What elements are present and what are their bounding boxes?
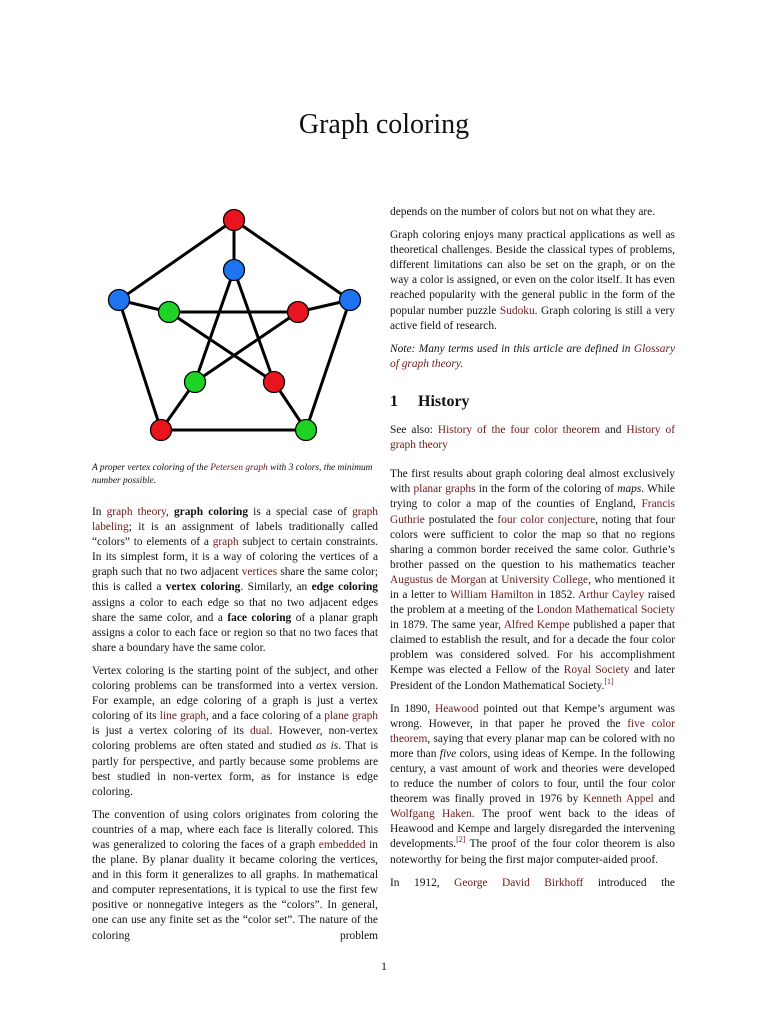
link-history-graph-theory[interactable]: History of graph theory	[390, 424, 675, 452]
link-sudoku[interactable]: Sudoku	[499, 304, 535, 317]
link-university-college[interactable]: University College	[501, 573, 589, 586]
term-graph-coloring: graph coloring	[173, 506, 249, 518]
link-history-four-color[interactable]: History of the four color theorem	[437, 424, 600, 437]
term-vertex-coloring: vertex coloring	[165, 581, 241, 594]
link-wolfgang-haken[interactable]: Wolfgang Haken	[390, 808, 472, 821]
graph-vertex-blue	[224, 260, 245, 281]
graph-edge	[169, 312, 274, 382]
graph-edge	[119, 220, 234, 300]
graph-vertex-green	[296, 420, 317, 441]
link-london-mathematical-society[interactable]: London Mathematical Society	[536, 604, 675, 617]
graph-vertex-green	[159, 302, 180, 323]
reference-2[interactable]: [2]	[456, 835, 466, 845]
link-george-david-birkhoff[interactable]: George David Birkhoff	[454, 876, 584, 889]
page-number: 1	[381, 959, 387, 973]
petersen-graph-link[interactable]: Petersen graph	[210, 463, 268, 473]
figure-caption	[92, 462, 382, 488]
link-planar-graphs[interactable]: planar graphs	[413, 483, 476, 496]
page-title: Graph coloring	[298, 109, 470, 140]
left-column	[92, 505, 378, 952]
graph-vertex-blue	[109, 290, 130, 311]
link-five-color-theorem[interactable]: five color theorem	[390, 717, 675, 745]
link-glossary[interactable]: Glossary of graph theory	[390, 342, 675, 370]
paragraph-continued: depends on the number of colors but not on what they are.	[390, 206, 656, 218]
paragraph-history-heawood: In 1890, Heawood pointed out that Kempe’s argument was wrong. However, in that paper he proved the five color theorem, saying that every planar map can be colored with no more than five colors, using ideas of Kempe. In the following century, a vast amount of work and theories were developed to reduce the number of colors to four, until the four color theorem was finally proved in 1976 by Kenneth Appel and Wolfgang Haken. The proof went back to the ideas of Heawood and Kempe and largely disregarded the intervening developments.[2] The proof of the four color theorem is also noteworthy for being the first major computer-aided proof.	[390, 702, 675, 866]
link-graph[interactable]: graph	[212, 536, 239, 549]
link-vertices[interactable]: vertices	[241, 566, 278, 579]
section-heading-history	[390, 394, 675, 409]
right-column	[390, 205, 675, 899]
link-alfred-kempe[interactable]: Alfred Kempe	[503, 619, 570, 632]
section-number: 1	[390, 392, 398, 410]
link-plane-graph[interactable]: plane graph	[324, 710, 378, 723]
caption-text: A proper vertex coloring of the	[92, 463, 211, 473]
reference-1[interactable]: [1]	[604, 676, 614, 686]
graph-edge	[119, 300, 161, 430]
term-face-coloring: face coloring	[227, 611, 292, 624]
section-title: History	[418, 392, 470, 410]
paragraph-intro: In graph theory, graph coloring is a special case of graph labeling; it is an assignment of labels traditionally called “colors” to elements of a graph subject to certain constraints. In its simplest form, it is a way of coloring the vertices of a graph such that no two adjacent vertices share the same color; this is called a vertex coloring. Similarly, an edge coloring assigns a color to each edge so that no two adjacent edges share the same color, and a face coloring of a planar graph assigns a color to each face or region so that no two faces that share a boundary have the same color.	[92, 506, 379, 654]
petersen-graph-figure	[92, 202, 382, 452]
paragraph-history-first: The first results about graph coloring deal almost exclusively with planar graphs in the form of the coloring of maps. While trying to color a map of the counties of England, Francis Guthrie postulated the four color conjecture, noting that four colors were sufficient to color the map so that no regions sharing a common border received the same color. Guthrie’s brother passed on the question to his mathematics teacher Augustus de Morgan at University College, who mentioned it in a letter to William Hamilton in 1852. Arthur Cayley raised the problem at a meeting of the London Mathematical Society in 1879. The same year, Alfred Kempe published a paper that claimed to establish the result, and for a decade the four color problem was considered solved. For his accomplishment Kempe was elected a Fellow of the Royal Society and later President of the London Mathematical Society.[1]	[390, 468, 676, 692]
paragraph-applications: Graph coloring enjoys many practical applications as well as theoretical challenges. Beside the classical types of problems, different limitations can also be set on the graph, or on the way a color is assigned, or even on the color itself. It has even reached popularity with the general public in the form of the popular number puzzle Sudoku. Graph coloring is still a very active field of research.	[390, 229, 676, 332]
graph-vertex-green	[185, 372, 206, 393]
link-graph-theory[interactable]: graph theory	[106, 506, 167, 518]
graph-edge	[234, 270, 274, 382]
see-also: See also: History of the four color theorem and History of graph theory	[390, 424, 675, 452]
caption-text: with 3 colors, the minimum number possible.	[92, 463, 373, 486]
graph-vertex-red	[264, 372, 285, 393]
graph-vertex-blue	[340, 290, 361, 311]
graph-edge	[195, 270, 234, 382]
link-four-color-conjecture[interactable]: four color conjecture	[497, 513, 596, 526]
link-augustus-de-morgan[interactable]: Augustus de Morgan	[390, 573, 487, 586]
paragraph-convention: The convention of using colors originates from coloring the countries of a map, where each face is literally colored. This was generalized to coloring the faces of a graph embedded in the plane. By planar duality it became coloring the vertices, and in this form it generalizes to all graphs. In mathematical and computer representations, it is typical to use the first few positive or nonnegative integers as the “colors”. In general, one can use any finite set as the “color set”. The nature of the coloring problem	[92, 808, 378, 942]
paragraph-vertex-coloring: Vertex coloring is the starting point of the subject, and other coloring problems can be transformed into a vertex version. For example, an edge coloring of a graph is just a vertex coloring of its line graph, and a face coloring of a plane graph is just a vertex coloring of its dual. However, non-vertex coloring problems are often stated and studied as is. That is partly for perspective, and partly because some problems are best studied in non-vertex form, as for instance is edge coloring.	[92, 664, 379, 798]
note-glossary: Note: Many terms used in this article are defined in Glossary of graph theory.	[390, 342, 675, 370]
link-embedded[interactable]: embedded	[318, 838, 366, 851]
graph-edge	[234, 220, 350, 300]
graph-edge	[306, 300, 350, 430]
link-graph-labeling[interactable]: graph labeling	[92, 506, 378, 534]
link-arthur-cayley[interactable]: Arthur Cayley	[578, 588, 645, 601]
graph-vertex-red	[151, 420, 172, 441]
link-heawood[interactable]: Heawood	[434, 702, 479, 715]
link-william-hamilton[interactable]: William Hamilton	[450, 588, 534, 601]
link-kenneth-appel[interactable]: Kenneth Appel	[583, 793, 654, 806]
graph-edge	[195, 312, 298, 382]
graph-edges	[119, 220, 350, 430]
graph-vertex-red	[288, 302, 309, 323]
term-edge-coloring: edge coloring	[311, 581, 379, 594]
paragraph-history-birkhoff: In 1912, George David Birkhoff introduced the	[390, 876, 675, 889]
link-francis-guthrie[interactable]: Francis Guthrie	[390, 498, 675, 526]
link-royal-society[interactable]: Royal Society	[563, 664, 630, 677]
link-line-graph[interactable]: line graph	[159, 710, 207, 723]
link-dual[interactable]: dual	[249, 725, 270, 738]
graph-vertex-red	[224, 210, 245, 231]
